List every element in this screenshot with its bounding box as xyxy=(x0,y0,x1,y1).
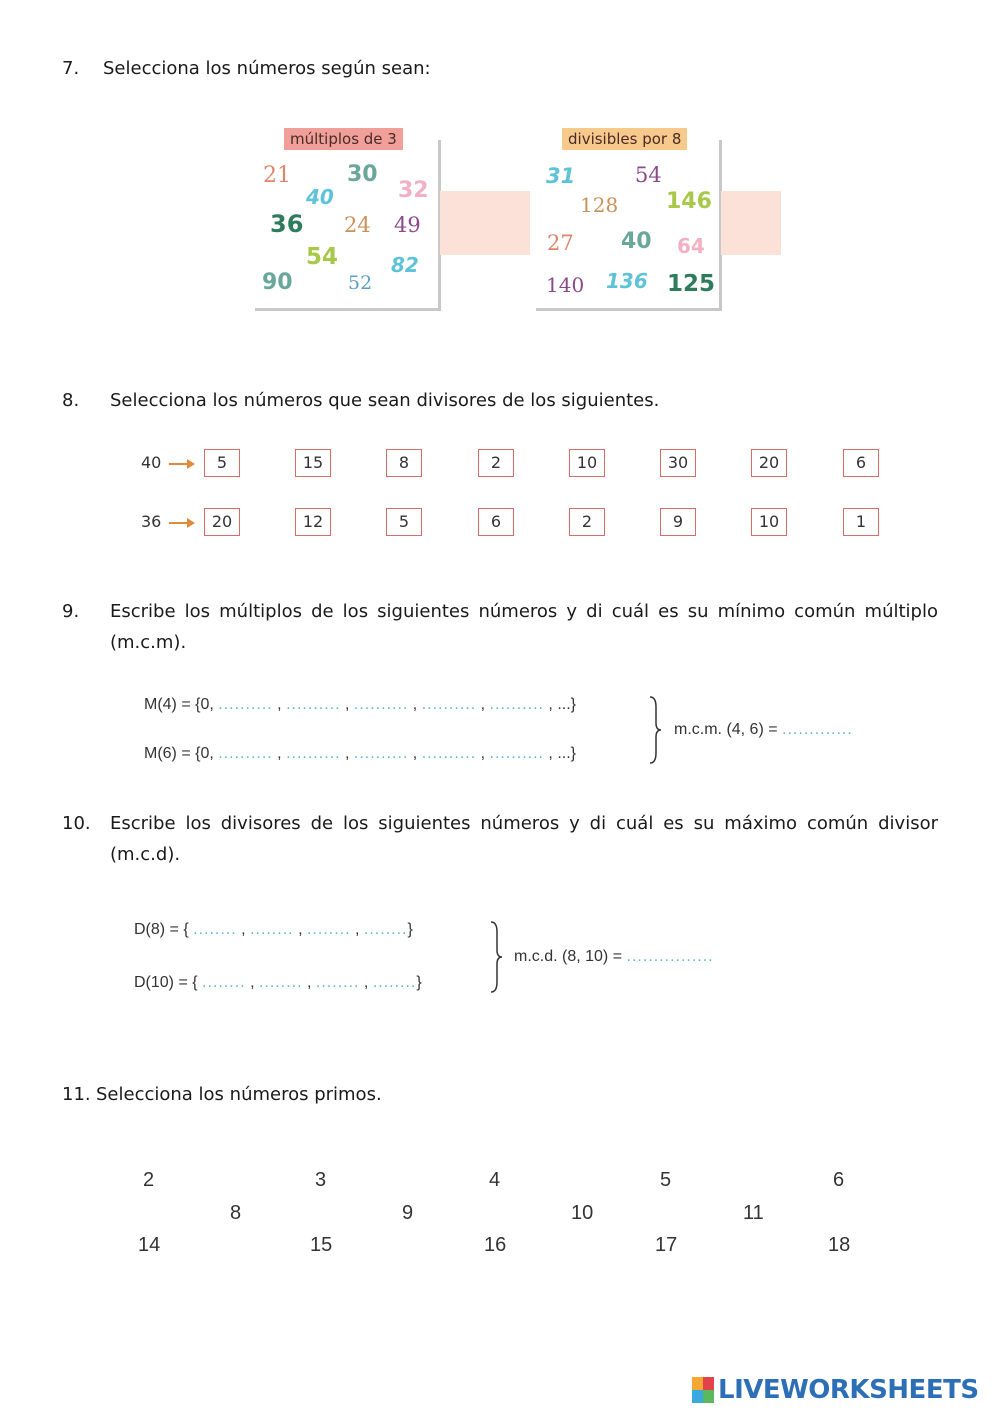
separator: , xyxy=(277,745,282,762)
divisor-option[interactable]: 20 xyxy=(751,449,787,477)
divisors-of-10-row xyxy=(134,974,422,992)
question-number: 7. xyxy=(62,58,80,79)
prime-option[interactable]: 5 xyxy=(660,1169,672,1191)
prime-option[interactable]: 3 xyxy=(315,1169,327,1191)
mcd-label: m.c.d. (8, 10) = xyxy=(514,948,623,965)
number-chip[interactable]: 52 xyxy=(348,272,373,294)
number-chip[interactable]: 54 xyxy=(306,244,339,270)
number-chip[interactable]: 31 xyxy=(546,164,576,188)
right-brace-icon xyxy=(489,920,503,994)
number-chip[interactable]: 24 xyxy=(344,213,371,237)
prime-option[interactable]: 4 xyxy=(489,1169,501,1191)
answer-blank[interactable]: ........ xyxy=(372,974,417,991)
set-close: } xyxy=(407,921,413,938)
number-chip[interactable]: 40 xyxy=(621,229,652,254)
number-chip[interactable]: 136 xyxy=(606,269,648,293)
question-number: 10. xyxy=(62,813,91,834)
prime-option[interactable]: 14 xyxy=(138,1234,161,1256)
divisor-option[interactable]: 12 xyxy=(295,508,331,536)
mcm-result-row xyxy=(674,721,853,739)
prime-option[interactable]: 9 xyxy=(402,1202,414,1224)
question-text-line2: (m.c.d). xyxy=(110,844,181,865)
number-chip[interactable]: 128 xyxy=(580,193,619,217)
answer-blank[interactable]: .......... xyxy=(218,696,273,713)
prime-option[interactable]: 17 xyxy=(655,1234,678,1256)
multiples-of-6-row xyxy=(144,745,576,763)
separator: , xyxy=(355,921,360,938)
mcd-answer-blank[interactable]: ................ xyxy=(626,948,714,965)
multiples-of-4-row xyxy=(144,696,576,714)
divisor-option[interactable]: 9 xyxy=(660,508,696,536)
prime-option[interactable]: 11 xyxy=(743,1202,764,1224)
separator: , xyxy=(298,921,303,938)
separator: , xyxy=(480,745,486,762)
row-label-40: 40 xyxy=(141,453,162,472)
brand-name: LIVEWORKSHEETS xyxy=(718,1375,979,1405)
answer-blank[interactable]: ........ xyxy=(363,921,408,938)
number-chip[interactable]: 27 xyxy=(547,231,574,255)
panel-label: múltiplos de 3 xyxy=(284,128,403,150)
divisor-option[interactable]: 5 xyxy=(386,508,422,536)
answer-blank[interactable]: .......... xyxy=(353,696,409,713)
question-text: Selecciona los números primos. xyxy=(96,1084,382,1105)
divisor-option[interactable]: 10 xyxy=(569,449,605,477)
liveworksheets-logo xyxy=(692,1372,979,1408)
arrow-right-icon xyxy=(169,463,189,465)
divisor-option[interactable]: 15 xyxy=(295,449,331,477)
number-chip[interactable]: 82 xyxy=(391,253,419,277)
separator: , xyxy=(480,696,486,713)
set-tail: , ...} xyxy=(548,696,576,713)
number-chip[interactable]: 90 xyxy=(262,270,293,295)
question-text-line2: (m.c.m). xyxy=(110,632,187,653)
answer-blank[interactable]: .......... xyxy=(421,745,477,762)
question-number: 9. xyxy=(62,601,80,622)
drop-zone-divisible-by-8[interactable] xyxy=(721,191,781,255)
mcd-result-row xyxy=(514,948,714,966)
divisor-option[interactable]: 5 xyxy=(204,449,240,477)
number-chip[interactable]: 21 xyxy=(263,163,291,188)
mcm-label: m.c.m. (4, 6) = xyxy=(674,721,778,738)
answer-blank[interactable]: .......... xyxy=(421,696,477,713)
answer-blank[interactable]: .......... xyxy=(489,696,544,713)
separator: , xyxy=(241,921,246,938)
answer-blank[interactable]: ........ xyxy=(193,921,237,938)
number-chip[interactable]: 36 xyxy=(270,210,304,238)
prime-option[interactable]: 8 xyxy=(230,1202,242,1224)
question-text-line1: Escribe los divisores de los siguientes números y di cuál es su máximo común divisor xyxy=(110,813,938,834)
divisor-option[interactable]: 6 xyxy=(843,449,879,477)
number-chip[interactable]: 32 xyxy=(398,178,429,203)
question-text: Selecciona los números según sean: xyxy=(103,58,431,79)
number-chip[interactable]: 125 xyxy=(667,271,716,297)
set-prefix: D(8) = { xyxy=(134,921,189,938)
answer-blank[interactable]: ........ xyxy=(258,974,303,991)
question-text: Selecciona los números que sean divisores de los siguientes. xyxy=(110,390,660,411)
divisor-option[interactable]: 6 xyxy=(478,508,514,536)
number-chip[interactable]: 140 xyxy=(546,273,585,297)
answer-blank[interactable]: .......... xyxy=(286,745,341,762)
divisor-option[interactable]: 2 xyxy=(569,508,605,536)
number-chip[interactable]: 54 xyxy=(635,163,662,187)
answer-blank[interactable]: ........ xyxy=(306,921,351,938)
separator: , xyxy=(412,745,418,762)
mcm-answer-blank[interactable]: ............. xyxy=(782,721,853,738)
right-brace-icon xyxy=(648,695,662,765)
answer-blank[interactable]: .......... xyxy=(489,745,544,762)
prime-option[interactable]: 6 xyxy=(833,1169,845,1191)
question-number: 8. xyxy=(62,390,80,411)
set-tail: , ...} xyxy=(548,745,576,762)
separator: , xyxy=(277,696,282,713)
separator: , xyxy=(344,745,350,762)
prime-option[interactable]: 2 xyxy=(143,1169,155,1191)
answer-blank[interactable]: .......... xyxy=(286,696,341,713)
separator: , xyxy=(250,974,255,991)
divisor-option[interactable]: 20 xyxy=(204,508,240,536)
set-prefix: M(6) = {0, xyxy=(144,745,214,762)
prime-option[interactable]: 18 xyxy=(828,1234,851,1256)
number-chip[interactable]: 49 xyxy=(394,213,421,237)
prime-option[interactable]: 16 xyxy=(484,1234,507,1256)
number-chip[interactable]: 146 xyxy=(666,189,712,214)
answer-blank[interactable]: .......... xyxy=(353,745,409,762)
divisor-option[interactable]: 8 xyxy=(386,449,422,477)
separator: , xyxy=(306,974,312,991)
prime-option[interactable]: 10 xyxy=(571,1202,594,1224)
divisor-option[interactable]: 2 xyxy=(478,449,514,477)
panel-label: divisibles por 8 xyxy=(562,128,687,150)
prime-option[interactable]: 15 xyxy=(310,1234,333,1256)
number-chip[interactable]: 30 xyxy=(347,162,378,187)
question-text-line1: Escribe los múltiplos de los siguientes números y di cuál es su mínimo común múltiplo xyxy=(110,601,938,622)
answer-blank[interactable]: ........ xyxy=(202,974,246,991)
answer-blank[interactable]: ........ xyxy=(315,974,360,991)
separator: , xyxy=(412,696,418,713)
question-number: 11. xyxy=(62,1084,91,1105)
divisor-option[interactable]: 30 xyxy=(660,449,696,477)
divisor-option[interactable]: 1 xyxy=(843,508,879,536)
separator: , xyxy=(344,696,350,713)
divisors-of-8-row xyxy=(134,921,413,939)
set-prefix: M(4) = {0, xyxy=(144,696,214,713)
number-chip[interactable]: 64 xyxy=(677,234,705,258)
answer-blank[interactable]: ........ xyxy=(250,921,294,938)
row-label-36: 36 xyxy=(141,512,162,531)
liveworksheets-mark-icon xyxy=(692,1377,714,1403)
drop-zone-multiples-of-3[interactable] xyxy=(440,191,530,255)
set-close: } xyxy=(416,974,422,991)
set-prefix: D(10) = { xyxy=(134,974,198,991)
number-chip[interactable]: 40 xyxy=(306,185,334,209)
divisor-option[interactable]: 10 xyxy=(751,508,787,536)
answer-blank[interactable]: .......... xyxy=(218,745,273,762)
separator: , xyxy=(363,974,369,991)
arrow-right-icon xyxy=(169,522,189,524)
